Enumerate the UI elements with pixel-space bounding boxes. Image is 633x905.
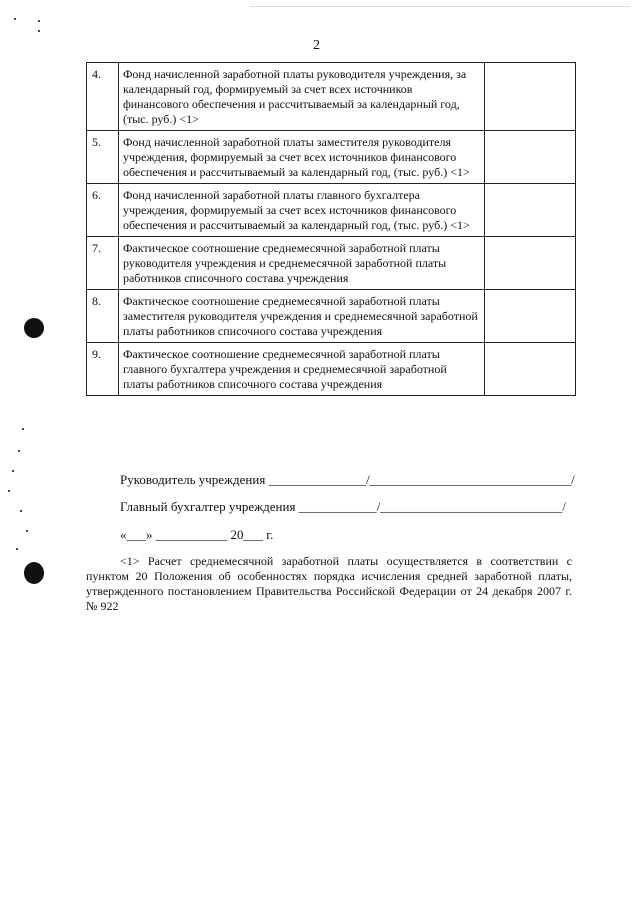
head-signature-line: Руководитель учреждения _______________/_______________________________/ [120, 472, 575, 487]
row-value-cell [485, 131, 576, 184]
table-body [87, 63, 576, 396]
table-row [87, 237, 576, 290]
row-description: Фактическое соотношение среднемесячной заработной платы заместителя руководителя учреждения и среднемесячной заработной платы работников списочного состава учреждения [118, 290, 484, 343]
scan-speck [22, 428, 24, 430]
table-row [87, 184, 576, 237]
punch-hole-lower [24, 562, 44, 584]
row-description: Фонд начисленной заработной платы руководителя учреждения, за календарный год, формируемый за счет всех источников финансового обеспечения и рассчитываемый за календарный год, (тыс. руб.) <1> [118, 63, 484, 131]
scan-speck [38, 20, 40, 22]
scan-speck [14, 18, 16, 20]
scan-speck [20, 510, 22, 512]
row-value-cell [485, 63, 576, 131]
report-table [86, 62, 576, 396]
row-number: 7. [87, 237, 119, 290]
row-number: 9. [87, 343, 119, 396]
scan-speck [26, 530, 28, 532]
table-row [87, 290, 576, 343]
scan-edge-line [250, 6, 630, 7]
row-description: Фактическое соотношение среднемесячной заработной платы главного бухгалтера учреждения и среднемесячной заработной платы работников списочного состава учреждения [118, 343, 484, 396]
table-row [87, 131, 576, 184]
scan-speck [16, 548, 18, 550]
row-number: 6. [87, 184, 119, 237]
row-value-cell [485, 184, 576, 237]
scan-speck [12, 470, 14, 472]
page-number: 2 [313, 38, 320, 53]
punch-hole-upper [24, 318, 44, 338]
row-value-cell [485, 290, 576, 343]
table-row [87, 63, 576, 131]
row-number: 5. [87, 131, 119, 184]
row-value-cell [485, 343, 576, 396]
row-number: 8. [87, 290, 119, 343]
accountant-signature-line: Главный бухгалтер учреждения ____________/____________________________/ [120, 499, 566, 514]
row-description: Фонд начисленной заработной платы заместителя руководителя учреждения, формируемый за счет всех источников финансового обеспечения и рассчитываемый за календарный год, (тыс. руб.) <1> [118, 131, 484, 184]
row-description: Фонд начисленной заработной платы главного бухгалтера учреждения, формируемый за счет всех источников финансового обеспечения и рассчитываемый за календарный год, (тыс. руб.) <1> [118, 184, 484, 237]
scan-speck [38, 30, 40, 32]
footnote [86, 554, 572, 614]
footnote-text: <1> Расчет среднемесячной заработной платы осуществляется в соответствии с пунктом 20 Положения об особенностях порядка исчисления средней заработной платы, утвержденного постановлением Правительства Российской Федерации от 24 декабря 2007 г. № 922 [86, 554, 572, 613]
scan-speck [18, 450, 20, 452]
row-value-cell [485, 237, 576, 290]
row-number: 4. [87, 63, 119, 131]
table-row [87, 343, 576, 396]
scan-speck [8, 490, 10, 492]
row-description: Фактическое соотношение среднемесячной заработной платы руководителя учреждения и среднемесячной заработной платы работников списочного состава учреждения [118, 237, 484, 290]
date-line: «___» ___________ 20___ г. [120, 527, 274, 542]
